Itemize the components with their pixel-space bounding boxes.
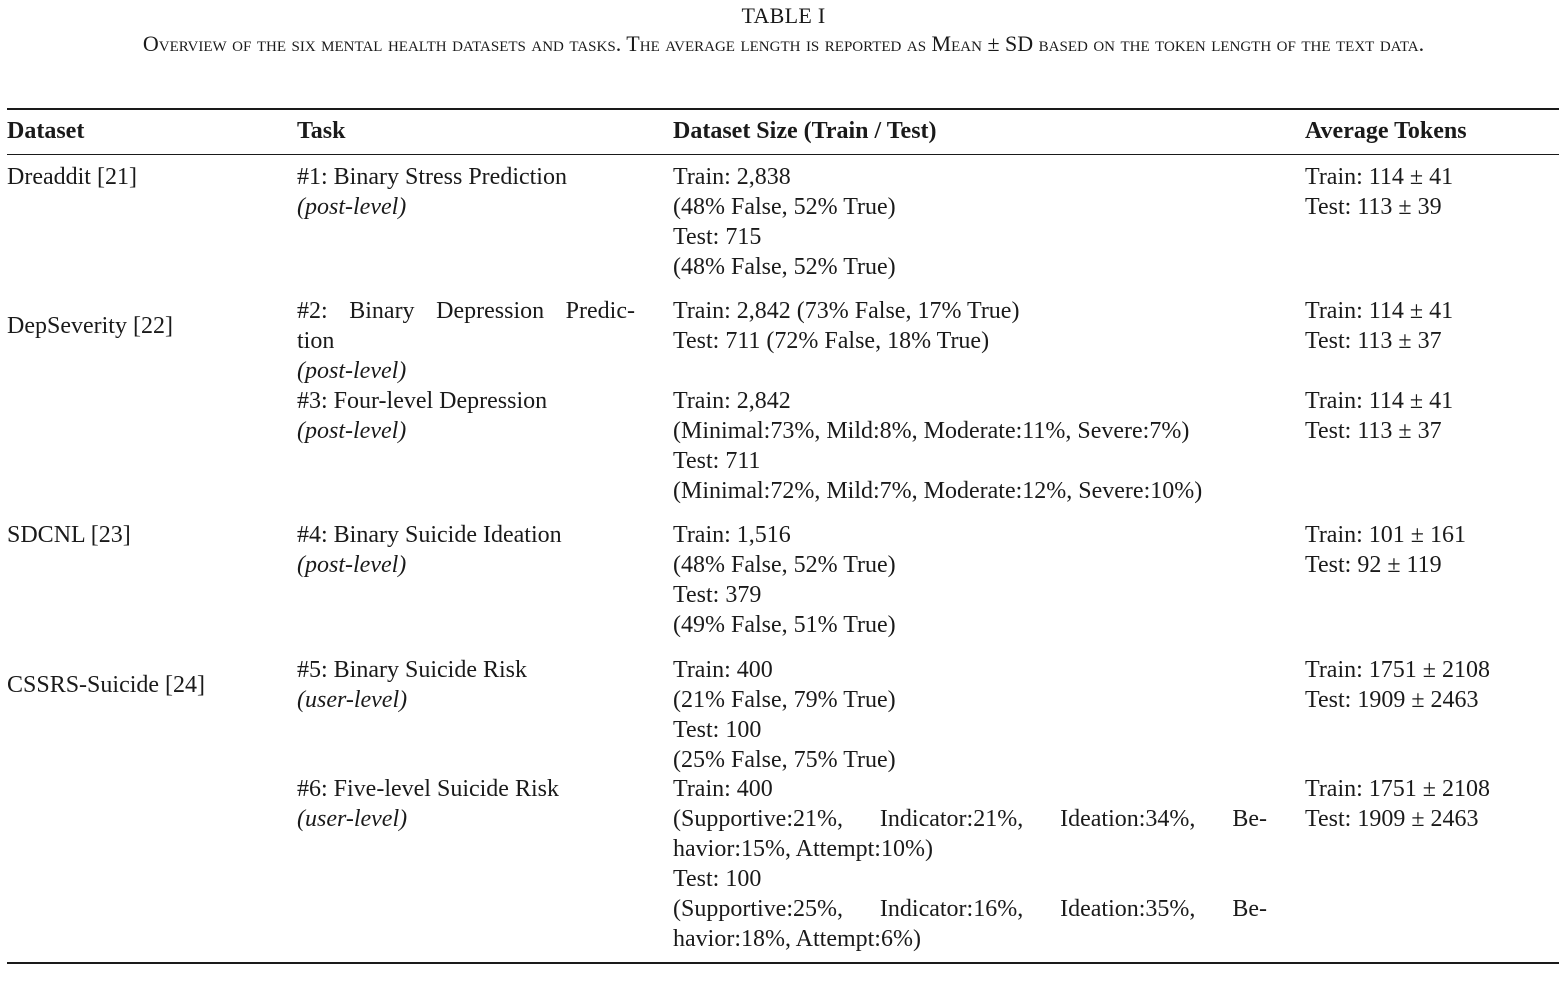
tokens-cell: Train: 1751 ± 2108 Test: 1909 ± 2463 — [1305, 776, 1490, 832]
bottom-rule — [7, 962, 1559, 964]
task-cell: #5: Binary Suicide Risk (user-level) — [297, 657, 527, 713]
header-rule — [7, 154, 1559, 155]
table-label: TABLE I — [741, 3, 826, 28]
header-task: Task — [297, 118, 346, 144]
task-cell: #3: Four-level Depression (post-level) — [297, 388, 548, 444]
task-cell: #6: Five-level Suicide Risk (user-level) — [297, 776, 559, 832]
task-cell: #2: Binary Depression Predic- tion (post-level) — [297, 298, 635, 384]
tokens-cell: Train: 114 ± 41 Test: 113 ± 37 — [1305, 298, 1454, 354]
header-size: Dataset Size (Train / Test) — [673, 118, 937, 144]
size-cell: Train: 2,838 (48% False, 52% True) Test: 715 (48% False, 52% True) — [673, 164, 896, 280]
size-cell: Train: 2,842 (Minimal:73%, Mild:8%, Moderate:11%, Severe:7%) Test: 711 (Minimal:72%, Mild:7%, Moderate:12%, Severe:10%) — [673, 388, 1203, 504]
size-cell: Train: 400 (21% False, 79% True) Test: 100 (25% False, 75% True) — [673, 657, 896, 773]
tokens-cell: Train: 1751 ± 2108 Test: 1909 ± 2463 — [1305, 657, 1490, 713]
tokens-cell: Train: 114 ± 41 Test: 113 ± 39 — [1305, 164, 1454, 220]
header-tokens: Average Tokens — [1305, 118, 1467, 144]
task-cell: #4: Binary Suicide Ideation (post-level) — [297, 522, 562, 578]
size-cell: Train: 400 (Supportive:21%, Indicator:21%, Ideation:34%, Be- havior:15%, Attempt:10%) Test: 100 (Supportive:25%, Indicator:16%, Ideation:35%, Be- havior:18%, Attempt:6%) — [673, 776, 1267, 952]
dataset-cell: SDCNL [23] — [7, 522, 131, 548]
top-rule — [7, 108, 1559, 110]
table-caption: Overview of the six mental health datasets and tasks. The average length is reported as Mean ± SD based on the token length of the text data. — [142, 31, 1425, 56]
task-cell: #1: Binary Stress Prediction (post-level) — [297, 164, 567, 220]
dataset-cell: Dreaddit [21] — [7, 164, 137, 190]
size-cell: Train: 2,842 (73% False, 17% True) Test: 711 (72% False, 18% True) — [673, 298, 1020, 354]
dataset-cell: CSSRS-Suicide [24] — [7, 672, 206, 698]
size-cell: Train: 1,516 (48% False, 52% True) Test: 379 (49% False, 51% True) — [673, 522, 896, 638]
tokens-cell: Train: 114 ± 41 Test: 113 ± 37 — [1305, 388, 1454, 444]
header-dataset: Dataset — [7, 118, 85, 144]
dataset-cell: DepSeverity [22] — [7, 313, 173, 339]
tokens-cell: Train: 101 ± 161 Test: 92 ± 119 — [1305, 522, 1466, 578]
